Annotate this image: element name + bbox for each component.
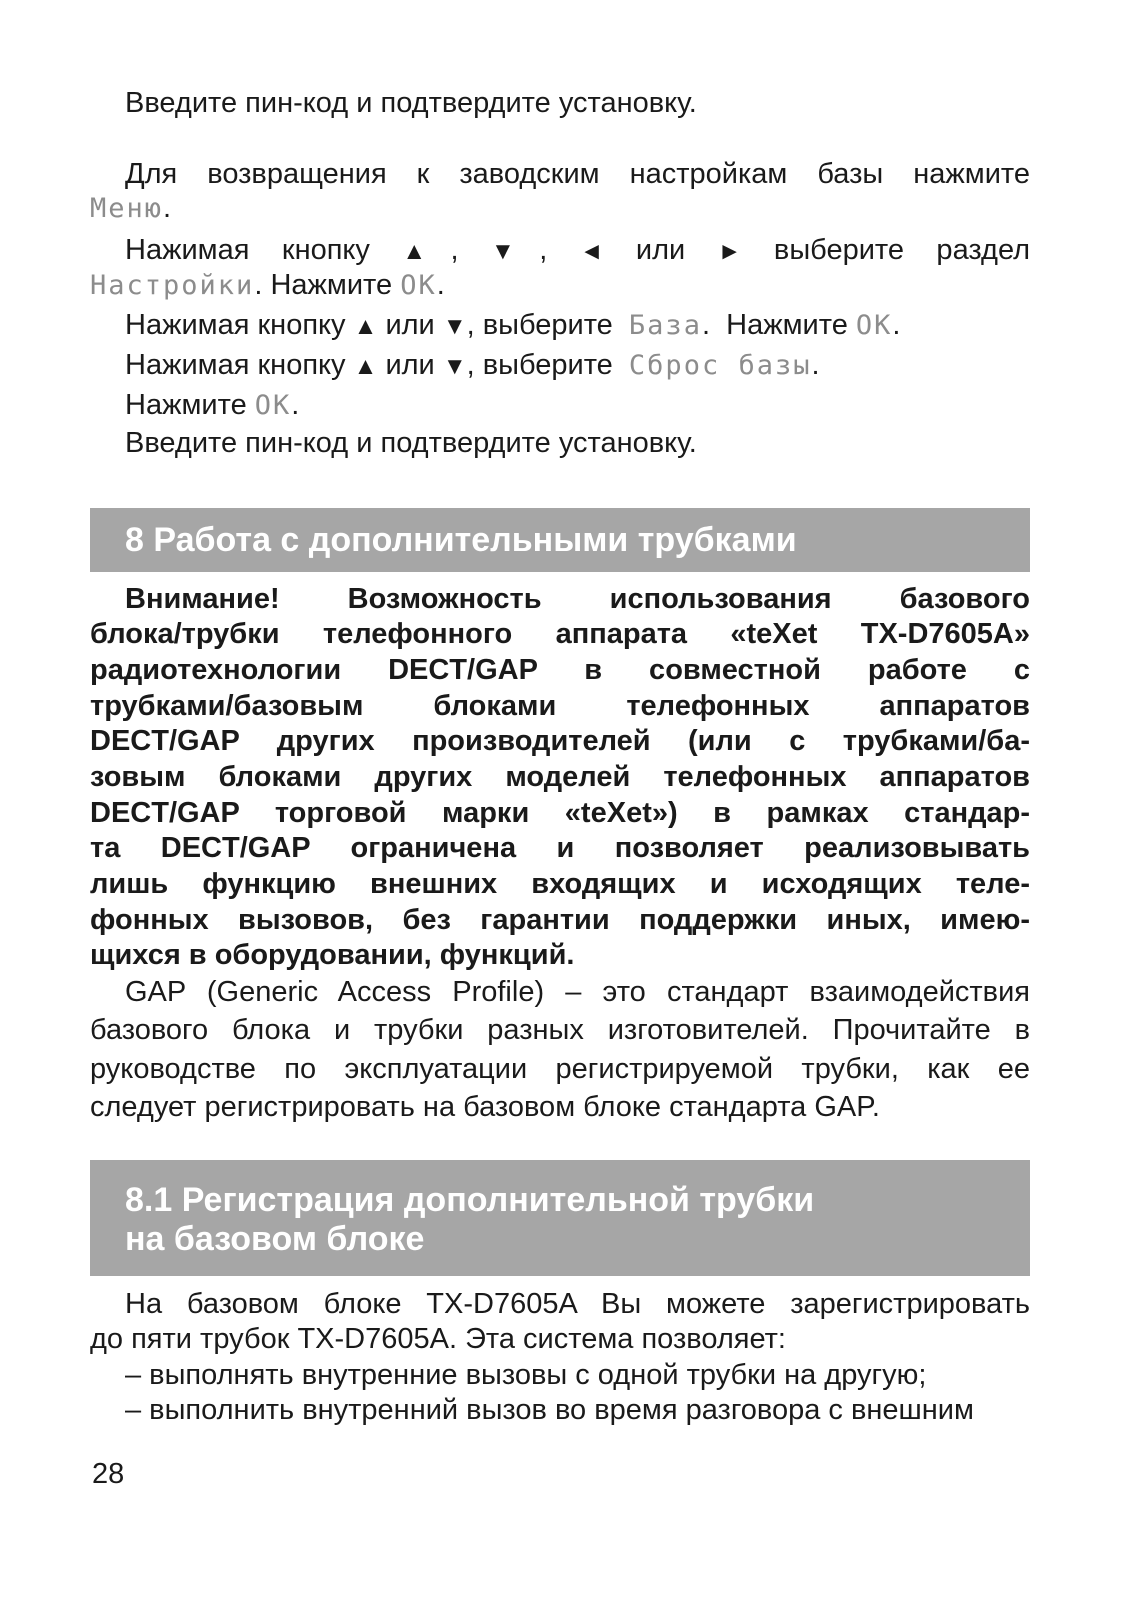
menu-line: Меню. xyxy=(90,192,172,224)
warning-line: лишь функцию внешних входящих и исходящих теле- xyxy=(90,868,1030,900)
lcd-ok-label: OK xyxy=(855,310,893,341)
warning-line: щихся в оборудовании, функций. xyxy=(90,939,575,971)
warning-line: Внимание! Возможность использования базового xyxy=(125,583,1030,615)
subsection-title-line1: 8.1 Регистрация дополнительной трубки xyxy=(125,1181,815,1219)
warning-line: зовым блоками других моделей телефонных аппаратов xyxy=(90,761,1030,793)
down-arrow-icon: ▼ xyxy=(442,313,467,340)
list-item: – выполнить внутренний вызов во время разговора с внешним xyxy=(125,1394,974,1426)
gap-paragraph-line: следует регистрировать на базовом блоке стандарта GAP. xyxy=(90,1091,880,1123)
lcd-ok-label: OK xyxy=(254,390,292,421)
right-arrow-icon: ► xyxy=(717,238,742,265)
warning-line: трубками/базовым блоками телефонных аппаратов xyxy=(90,690,1030,722)
nav-instruction-line: Нажимая кнопку ▲, ▼, ◄ или ► выберите раздел xyxy=(125,234,1031,266)
registration-text-line: На базовом блоке TX-D7605A Вы можете зарегистрировать xyxy=(125,1288,1030,1320)
left-arrow-icon: ◄ xyxy=(579,238,604,265)
lcd-menu-label: Меню xyxy=(90,193,164,224)
lcd-reset-base-label: Сброс базы xyxy=(628,350,812,381)
warning-line: DECT/GAP торговой марки «teXet») в рамках стандар- xyxy=(90,797,1030,829)
up-arrow-icon: ▲ xyxy=(353,353,378,380)
press-ok-line: Нажмите OK. xyxy=(125,389,300,421)
warning-line: DECT/GAP других производителей (или с трубками/ба- xyxy=(90,725,1030,757)
warning-line: блока/трубки телефонного аппарата «teXet TX-D7605A» xyxy=(90,618,1030,650)
reset-instruction-line: Для возвращения к заводским настройкам базы нажмите xyxy=(125,158,1030,190)
warning-line: радиотехнологии DECT/GAP в совместной работе с xyxy=(90,654,1030,686)
select-reset-line: Нажимая кнопку ▲ или ▼, выберите Сброс базы. xyxy=(125,349,820,381)
instruction-line: Введите пин-код и подтвердите установку. xyxy=(125,87,697,119)
warning-line: фонных вызовов, без гарантии поддержки иных, имею- xyxy=(90,904,1030,936)
subsection-title-line2: на базовом блоке xyxy=(125,1220,425,1258)
warning-line: та DECT/GAP ограничена и позволяет реализовывать xyxy=(90,832,1030,864)
select-base-line: Нажимая кнопку ▲ или ▼, выберите База. Нажмите OK. xyxy=(125,309,901,341)
lcd-base-label: База xyxy=(628,310,702,341)
gap-paragraph-line: GAP (Generic Access Profile) – это стандарт взаимодействия xyxy=(125,976,1030,1008)
registration-text-line: до пяти трубок TX-D7605A. Эта система позволяет: xyxy=(90,1323,786,1355)
gap-paragraph-line: руководстве по эксплуатации регистрируемой трубки, как ее xyxy=(90,1053,1030,1085)
down-arrow-icon: ▼ xyxy=(442,353,467,380)
down-arrow-icon: ▼ xyxy=(491,238,540,265)
list-item: – выполнять внутренние вызовы с одной трубки на другую; xyxy=(125,1359,927,1391)
section-title: 8 Работа с дополнительными трубками xyxy=(125,521,797,559)
up-arrow-icon: ▲ xyxy=(353,313,378,340)
settings-line: Настройки. Нажмите OK. xyxy=(90,269,445,301)
up-arrow-icon: ▲ xyxy=(402,238,451,265)
gap-paragraph-line: базового блока и трубки разных изготовителей. Прочитайте в xyxy=(90,1014,1030,1046)
page-number: 28 xyxy=(92,1458,125,1490)
instruction-line: Введите пин-код и подтвердите установку. xyxy=(125,427,697,459)
lcd-ok-label: OK xyxy=(400,270,437,301)
lcd-settings-label: Настройки xyxy=(90,270,255,301)
